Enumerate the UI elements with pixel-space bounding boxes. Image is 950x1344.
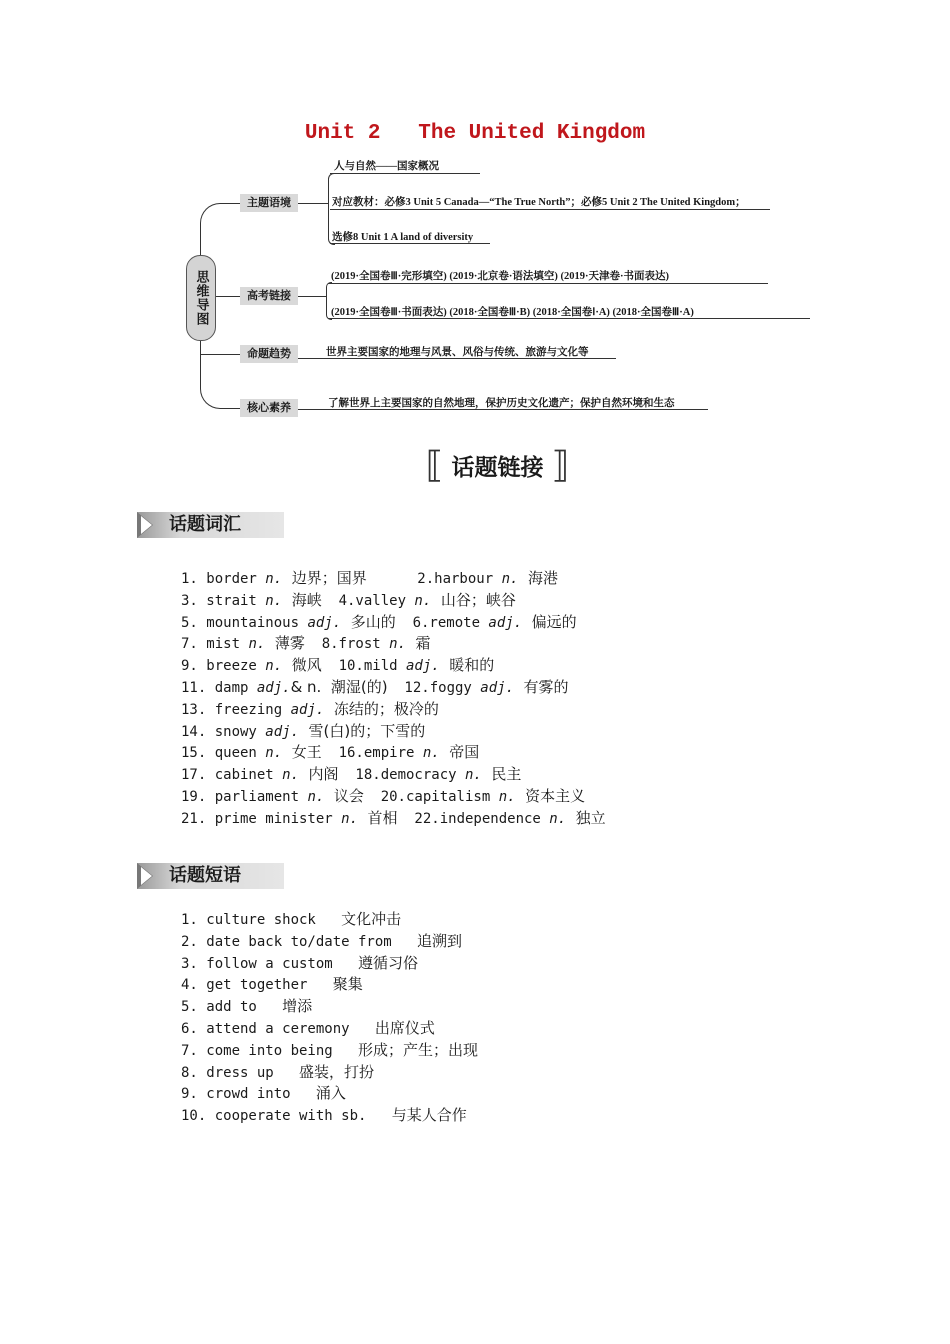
part-of-speech: n. (265, 658, 283, 675)
part-of-speech: n. (307, 788, 325, 805)
vocab-meaning: 民主 (481, 765, 522, 784)
phrase-english: 7. come into being (181, 1042, 333, 1059)
vocab-meaning: 冻结的；极冷的 (324, 699, 439, 718)
spacer (350, 1021, 375, 1037)
arrow-inner (141, 516, 152, 534)
vocab-meaning: 薄雾 (265, 634, 305, 653)
part-of-speech: n. (389, 636, 406, 653)
part-of-speech: n. (501, 571, 519, 587)
part-of-speech: adj. (307, 614, 342, 631)
part-of-speech: n. (248, 636, 266, 653)
spacer (364, 789, 381, 805)
connector (298, 296, 326, 297)
vocab-word: 14. snowy (181, 723, 266, 740)
part-of-speech: n. (549, 810, 567, 827)
part-of-speech: n. (341, 810, 359, 827)
underline (298, 358, 616, 359)
spacer (367, 571, 418, 587)
page-title: Unit 2 The United Kingdom (304, 122, 646, 145)
vocab-word: 20.capitalism (380, 788, 499, 805)
spacer (322, 658, 339, 674)
part-of-speech: n. (465, 767, 482, 784)
vocab-item (181, 633, 606, 655)
vocab-list (181, 568, 606, 830)
vocab-header-label: 话题词汇 (169, 514, 241, 535)
phrase-english: 6. attend a ceremony (181, 1020, 350, 1037)
leaf-theme-3: 选修8 Unit 1 A land of diversity (332, 232, 474, 243)
vocab-meaning: 资本主义 (515, 786, 586, 805)
leaf-exam-1: (2019·全国卷Ⅲ·完形填空) (2019·北京卷·语法填空) (2019·天津卷·书面表达) (331, 271, 669, 282)
vocab-word: 5. mountainous (181, 614, 308, 631)
vocab-meaning: 海峡 (282, 590, 322, 609)
phrase-chinese: 与某人合作 (391, 1106, 467, 1125)
vocab-word: 7. mist (181, 636, 249, 653)
arrow-inner (141, 867, 152, 885)
vocab-item (181, 742, 606, 764)
part-of-speech: n. (498, 788, 516, 805)
spacer (366, 1108, 391, 1124)
right-bracket-icon: ⟧ (551, 444, 570, 486)
vocab-meaning: 内阁 (299, 765, 339, 784)
connector (200, 354, 240, 355)
vocab-word: 6.remote (412, 614, 489, 631)
spacer (291, 1086, 316, 1102)
phrase-chinese: 追溯到 (417, 931, 463, 950)
phrase-item (181, 1105, 478, 1127)
vocab-section-header (137, 512, 284, 538)
phrase-chinese: 盛装，打扮 (299, 1062, 375, 1081)
topic-link-banner (410, 446, 585, 484)
part-of-speech: adj. (488, 614, 523, 631)
banner-title: 话题链接 (451, 454, 544, 481)
phrase-item (181, 1018, 478, 1040)
vocab-item (181, 677, 606, 699)
underline (330, 173, 480, 174)
part-of-speech: adj. (290, 701, 325, 718)
phrase-english: 8. dress up (181, 1064, 274, 1081)
vocab-meaning: 议会 (324, 786, 364, 805)
vocab-meaning: & n. 潮湿(的) (290, 677, 388, 696)
vocab-meaning: 海港 (518, 569, 558, 587)
spacer (398, 811, 415, 827)
leaf-trend: 世界主要国家的地理与风景、风俗与传统、旅游与文化等 (326, 347, 589, 358)
spacer (316, 912, 341, 928)
phrase-english: 5. add to (181, 999, 257, 1016)
phrase-chinese: 涌入 (315, 1084, 346, 1103)
phrase-english: 9. crowd into (181, 1086, 291, 1103)
spacer (322, 745, 339, 761)
phrase-chinese: 文化冲击 (341, 910, 402, 928)
vocab-item (181, 590, 606, 612)
phrase-chinese: 遵循习俗 (358, 953, 419, 972)
vocab-meaning: 独立 (566, 808, 606, 827)
part-of-speech: n. (265, 745, 283, 762)
node-literacy: 核心素养 (240, 399, 298, 417)
vocab-item (181, 764, 606, 786)
leaf-exam-2: (2019·全国卷Ⅲ·书面表达) (2018·全国卷Ⅲ·B) (2018·全国卷Ⅰ·A) (2018·全国卷Ⅲ·A) (331, 307, 694, 318)
phrase-item (181, 1062, 478, 1084)
phrase-list (181, 909, 478, 1127)
node-trend: 命题趋势 (240, 345, 298, 363)
phrase-item (181, 974, 478, 996)
leaf-literacy: 了解世界上主要国家的自然地理，保护历史文化遗产；保护自然环境和生态 (328, 398, 675, 409)
vocab-word: 21. prime minister (181, 810, 342, 827)
spacer (333, 1043, 358, 1059)
phrase-header-label: 话题短语 (169, 865, 241, 886)
spacer (392, 934, 417, 950)
vocab-meaning: 雪(白)的；下雪的 (299, 721, 426, 740)
spacer (339, 767, 356, 783)
phrase-chinese: 出席仪式 (374, 1018, 435, 1037)
vocab-meaning: 首相 (358, 808, 398, 827)
leaf-theme-2: 对应教材：必修3 Unit 5 Canada—“The True North”；必修5 Unit 2 The United Kingdom； (332, 197, 746, 208)
vocab-meaning: 山谷；峡谷 (431, 590, 516, 609)
part-of-speech: adj. (256, 679, 291, 696)
part-of-speech: n. (265, 592, 283, 609)
vocab-word: 18.democracy (355, 767, 465, 784)
underline (330, 243, 490, 244)
phrase-chinese: 增添 (282, 997, 313, 1016)
vocab-word: 1. border (181, 571, 266, 587)
vocab-word: 16.empire (338, 745, 423, 762)
vocab-word: 2.harbour (417, 571, 502, 587)
phrase-english: 2. date back to/date from (181, 933, 392, 950)
phrase-item (181, 1040, 478, 1062)
part-of-speech: n. (414, 592, 432, 609)
phrase-chinese: 聚集 (332, 975, 363, 994)
left-bracket-icon: ⟦ (425, 444, 444, 486)
vocab-meaning: 边界；国界 (282, 569, 367, 587)
spacer (388, 680, 405, 696)
part-of-speech: adj. (406, 658, 440, 675)
phrase-english: 10. cooperate with sb. (181, 1108, 367, 1125)
mind-map-center: 思维导图 (186, 255, 216, 341)
leaf-theme-1: 人与自然——国家概况 (334, 161, 439, 172)
vocab-meaning: 多山的 (341, 612, 396, 631)
vocab-word: 12.foggy (404, 679, 481, 696)
spacer (274, 1065, 299, 1081)
phrase-item (181, 953, 478, 975)
vocab-meaning: 偏远的 (522, 612, 577, 631)
vocab-word: 17. cabinet (181, 767, 283, 784)
vocab-meaning: 暖和的 (439, 656, 495, 675)
vocab-item (181, 612, 606, 634)
vocab-item (181, 721, 606, 743)
underline (330, 209, 770, 210)
vocab-word: 9. breeze (181, 658, 266, 675)
vocab-word: 22.independence (414, 810, 550, 827)
vocab-meaning: 有雾的 (514, 677, 569, 696)
vocab-item (181, 786, 606, 808)
phrase-item (181, 909, 478, 931)
spacer (307, 977, 332, 993)
vocab-item (181, 808, 606, 830)
underline (328, 283, 768, 284)
vocab-item (181, 655, 606, 677)
vocab-word: 4.valley (338, 592, 415, 609)
node-exam-link: 高考链接 (240, 287, 298, 305)
node-theme-context: 主题语境 (240, 194, 298, 212)
vocab-word: 19. parliament (181, 788, 308, 805)
phrase-english: 1. culture shock (181, 912, 316, 928)
vocab-meaning: 女王 (282, 743, 322, 762)
spacer (396, 615, 413, 631)
vocab-word: 15. queen (181, 745, 266, 762)
vocab-word: 13. freezing (181, 701, 291, 718)
connector (298, 203, 328, 204)
phrase-english: 3. follow a custom (181, 955, 333, 972)
part-of-speech: n. (422, 745, 440, 762)
phrase-english: 4. get together (181, 977, 308, 994)
spacer (333, 956, 358, 972)
spacer (305, 636, 322, 652)
vocab-item (181, 699, 606, 721)
vocab-word: 8.frost (321, 636, 390, 653)
phrase-item (181, 1083, 478, 1105)
vocab-word: 3. strait (181, 592, 266, 609)
vocab-word: 11. damp (181, 679, 257, 696)
part-of-speech: adj. (265, 723, 300, 740)
phrase-item (181, 996, 478, 1018)
spacer (322, 593, 339, 609)
vocab-item (181, 568, 606, 590)
connector (214, 296, 240, 297)
part-of-speech: n. (282, 767, 300, 784)
phrase-section-header (137, 863, 284, 889)
underline (298, 409, 708, 410)
vocab-meaning: 微风 (282, 656, 322, 675)
vocab-meaning: 霜 (406, 634, 431, 653)
vocab-meaning: 帝国 (439, 743, 480, 762)
vocab-word: 10.mild (338, 658, 406, 675)
part-of-speech: adj. (480, 679, 514, 696)
spacer (257, 999, 282, 1015)
underline (328, 318, 810, 319)
phrase-chinese: 形成；产生；出现 (358, 1040, 479, 1059)
part-of-speech: n. (265, 571, 283, 587)
phrase-item (181, 931, 478, 953)
